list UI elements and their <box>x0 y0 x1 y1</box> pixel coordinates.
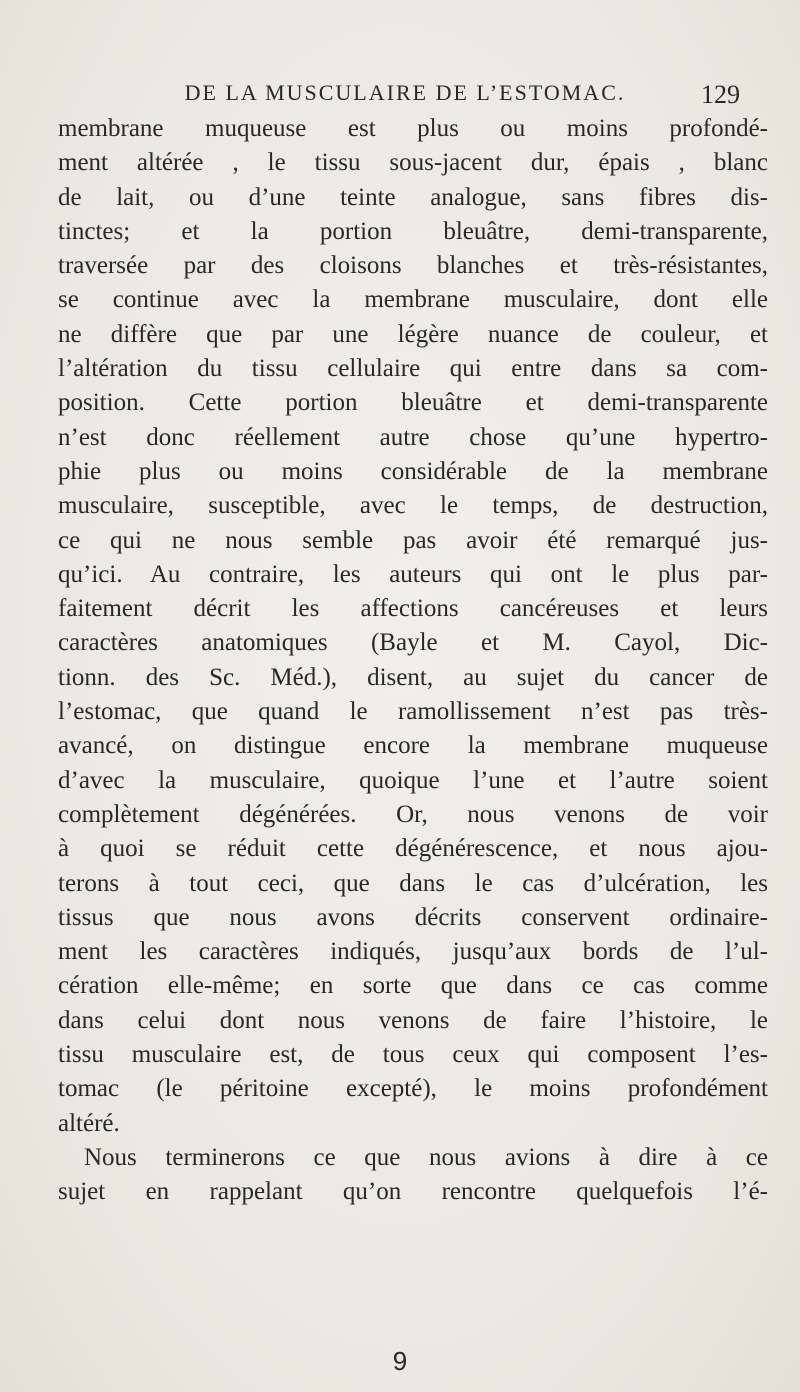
text-line: ment les caractères indiqués, jusqu’aux bords de l’ul- <box>58 938 768 966</box>
text-line: ne diffère que par une légère nuance de couleur, et <box>58 320 768 348</box>
text-line: l’estomac, que quand le ramollissement n’est pas très- <box>58 698 768 726</box>
text-line: avancé, on distingue encore la membrane muqueuse <box>58 732 768 760</box>
text-line: de lait, ou d’une teinte analogue, sans fibres dis- <box>58 183 768 211</box>
text-line: sujet en rappelant qu’on rencontre quelquefois l’é- <box>58 1178 768 1206</box>
text-line: d’avec la musculaire, quoique l’une et l’autre soient <box>58 766 768 794</box>
text-line: tissus que nous avons décrits conservent ordinaire- <box>58 903 768 931</box>
text-line-paragraph-end: altéré. <box>58 1109 120 1137</box>
text-line: cération elle-même; en sorte que dans ce cas comme <box>58 972 768 1000</box>
running-head: DE LA MUSCULAIRE DE L’ESTOMAC. <box>184 80 626 105</box>
text-line: ce qui ne nous semble pas avoir été remarqué jus- <box>58 526 768 554</box>
body-text <box>58 112 768 1210</box>
text-line: phie plus ou moins considérable de la membrane <box>58 457 768 485</box>
text-line: position. Cette portion bleuâtre et demi-transparente <box>58 389 768 417</box>
text-line: faitement décrit les affections cancéreuses et leurs <box>58 595 768 623</box>
text-line: à quoi se réduit cette dégénérescence, et nous ajou- <box>58 835 768 863</box>
text-line: complètement dégénérées. Or, nous venons de voir <box>58 800 768 828</box>
text-line: tinctes; et la portion bleuâtre, demi-transparente, <box>58 217 768 245</box>
page-number: 129 <box>701 80 740 109</box>
text-line: tomac (le péritoine excepté), le moins profondément <box>58 1075 768 1103</box>
text-line: qu’ici. Au contraire, les auteurs qui ont le plus par- <box>58 560 768 588</box>
text-line: se continue avec la membrane musculaire, dont elle <box>58 286 768 314</box>
signature-mark: 9 <box>392 1346 408 1376</box>
text-line: traversée par des cloisons blanches et très-résistantes, <box>58 252 768 280</box>
text-line: tionn. des Sc. Méd.), disent, au sujet du cancer de <box>58 663 768 691</box>
text-line: caractères anatomiques (Bayle et M. Cayol, Dic- <box>58 629 768 657</box>
text-line: membrane muqueuse est plus ou moins profondé- <box>58 115 768 142</box>
text-line: ment altérée , le tissu sous-jacent dur, épais , blanc <box>58 149 768 177</box>
page-header <box>0 76 800 116</box>
text-line: tissu musculaire est, de tous ceux qui composent l’es- <box>58 1041 768 1069</box>
text-line: musculaire, susceptible, avec le temps, de destruction, <box>58 492 768 520</box>
text-line: dans celui dont nous venons de faire l’histoire, le <box>58 1006 768 1034</box>
text-line: n’est donc réellement autre chose qu’une hypertro- <box>58 423 768 451</box>
text-line-paragraph-start: Nous terminerons ce que nous avions à dire à ce <box>84 1143 768 1171</box>
text-line: terons à tout ceci, que dans le cas d’ulcération, les <box>58 869 768 897</box>
text-line: l’altération du tissu cellulaire qui entre dans sa com- <box>58 355 768 383</box>
